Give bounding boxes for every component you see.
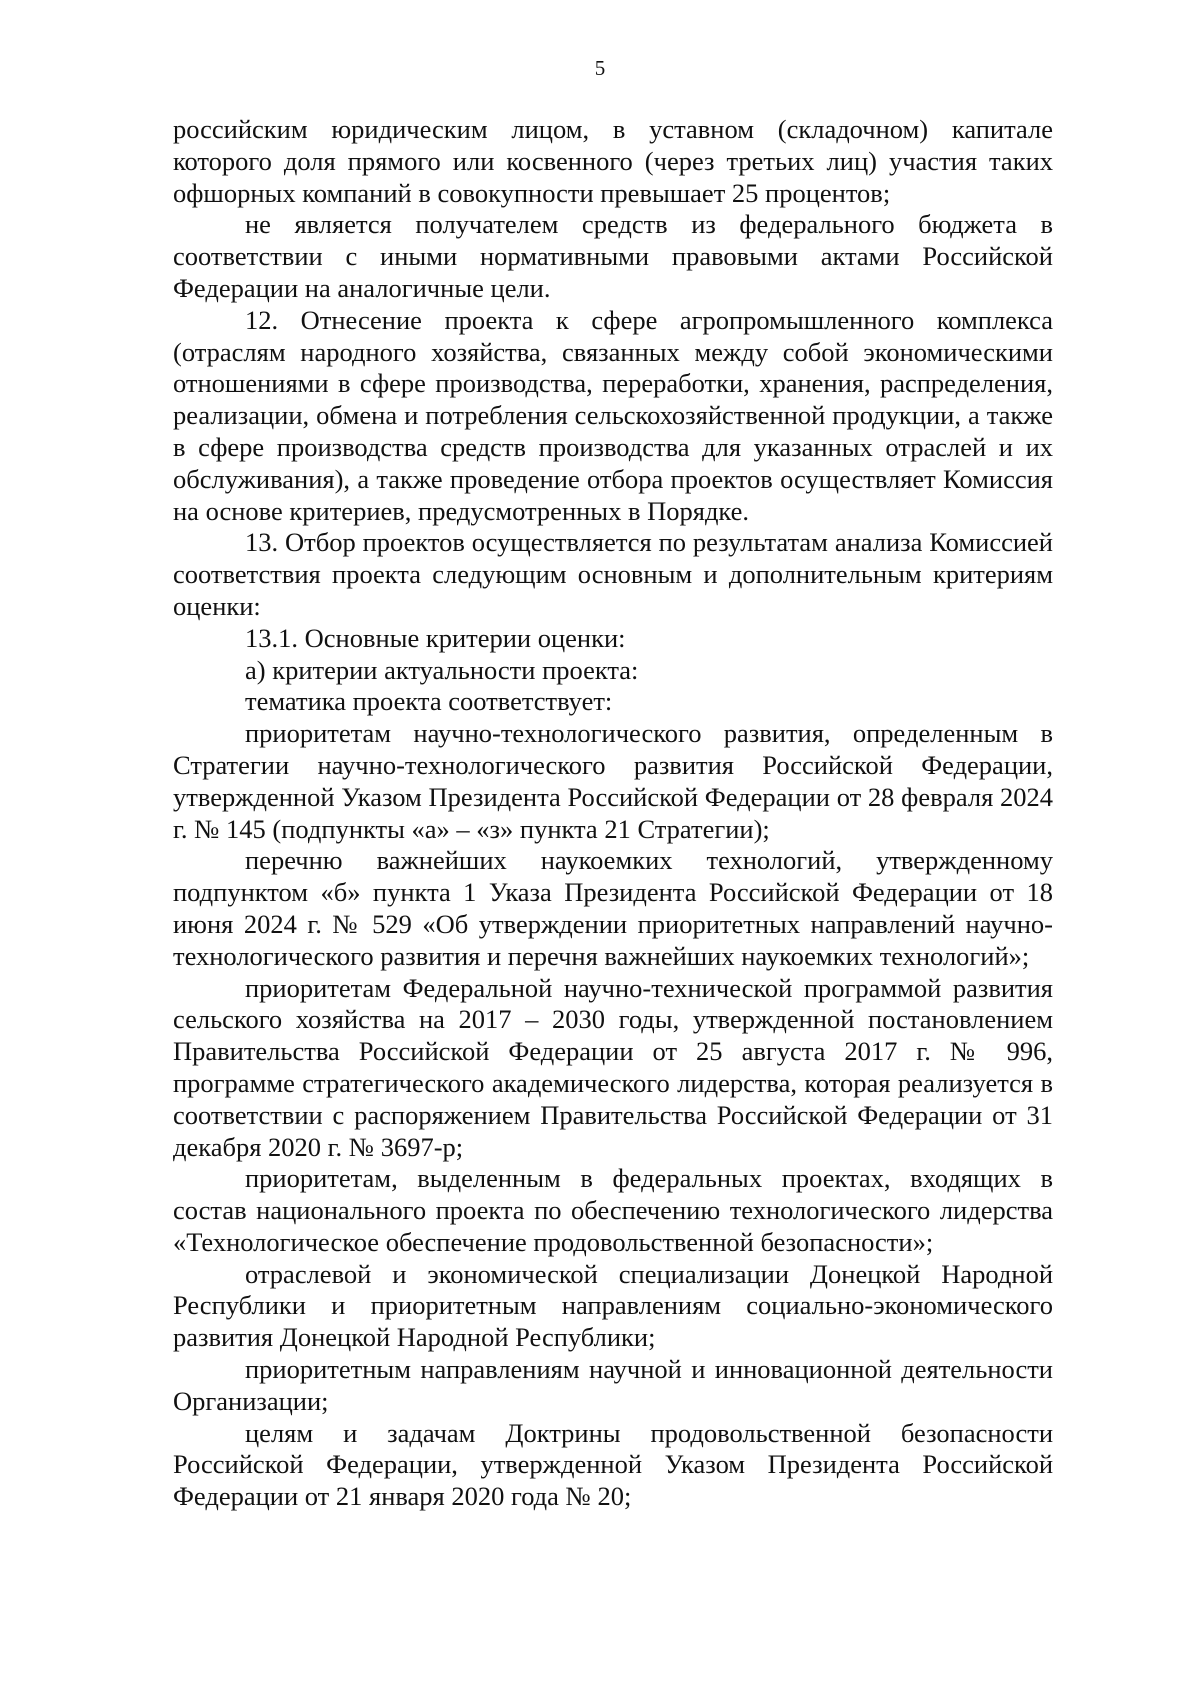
paragraph: отраслевой и экономической специализации Донецкой Народной Республики и приоритетным направлениям социально-экономического развития Донецкой Народной Республики; [173, 1258, 1053, 1353]
paragraph: приоритетам, выделенным в федеральных проектах, входящих в состав национального проекта по обеспечению технологического лидерства «Технологическое обеспечение продовольственной безопасности»; [173, 1163, 1053, 1257]
paragraph: приоритетам научно-технологического развития, определенным в Стратегии научно-технологического развития Российской Федерации, утвержденной Указом Президента Российской Федерации от 28 февраля 2024 г. № 145 (подпункты «а» – «з» пункта 21 Стратегии); [173, 718, 1053, 844]
paragraph: приоритетным направлениям научной и инновационной деятельности Организации; [173, 1354, 1053, 1416]
paragraph: 13.1. Основные критерии оценки: [245, 622, 626, 653]
document-body [173, 114, 1053, 1513]
paragraph: приоритетам Федеральной научно-технической программой развития сельского хозяйства на 2017 – 2030 годы, утвержденной постановлением Правительства Российской Федерации от 25 августа 2017 г. № 996, программе стратегического академического лидерства, которая реализуется в соответствии с распоряжением Правительства Российской Федерации от 31 декабря 2020 г. № 3697-р; [173, 972, 1053, 1162]
paragraph: целям и задачам Доктрины продовольственной безопасности Российской Федерации, утвержденной Указом Президента Российской Федерации от 21 января 2020 года № 20; [173, 1417, 1053, 1512]
paragraph: перечню важнейших наукоемких технологий, утвержденному подпунктом «б» пункта 1 Указа Президента Российской Федерации от 18 июня 2024 г. № 529 «Об утверждении приоритетных направлений научно-технологического развития и перечня важнейших наукоемких технологий»; [173, 845, 1053, 971]
paragraph: не является получателем средств из федерального бюджета в соответствии с иными нормативными правовыми актами Российской Федерации на аналогичные цели. [173, 209, 1053, 303]
paragraph: 13. Отбор проектов осуществляется по результатам анализа Комиссией соответствия проекта следующим основным и дополнительным критериям оценки: [173, 527, 1053, 621]
paragraph: российским юридическим лицом, в уставном (складочном) капитале которого доля прямого или косвенного (через третьих лиц) участия таких офшорных компаний в совокупности превышает 25 процентов; [173, 114, 1053, 208]
paragraph: 12. Отнесение проекта к сфере агропромышленного комплекса (отраслям народного хозяйства, связанных между собой экономическими отношениями в сфере производства, переработки, хранения, распределения, реализации, обмена и потребления сельскохозяйственной продукции, а также в сфере производства средств производства для указанных отраслей и их обслуживания), а также проведение отбора проектов осуществляет Комиссия на основе критериев, предусмотренных в Порядке. [173, 304, 1053, 526]
paragraph: тематика проекта соответствует: [245, 686, 613, 717]
page-number: 5 [594, 56, 606, 80]
paragraph: а) критерии актуальности проекта: [245, 654, 639, 685]
